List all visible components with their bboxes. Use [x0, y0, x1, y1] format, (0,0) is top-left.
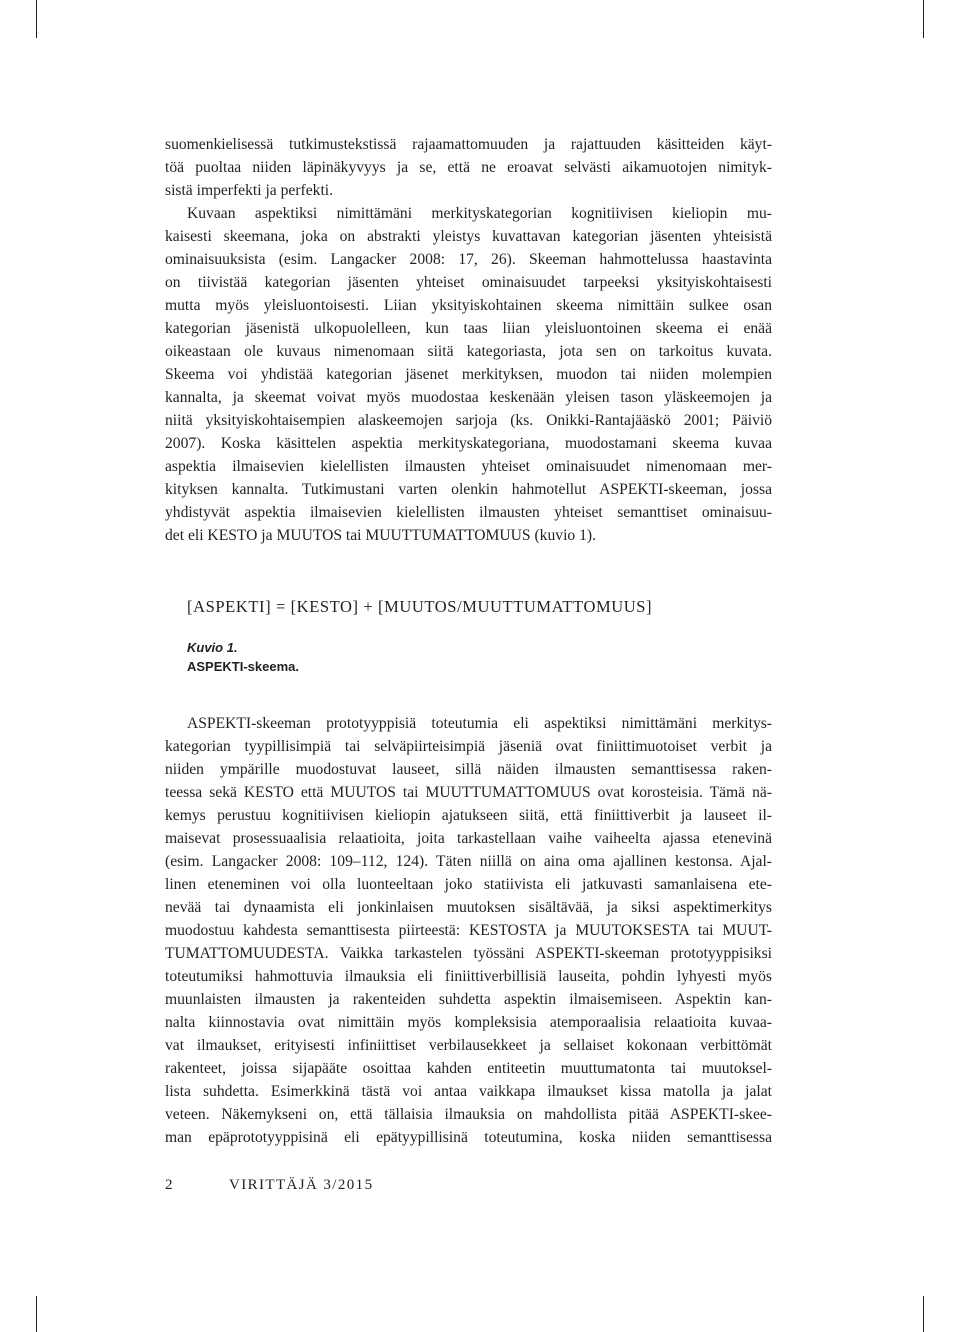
text-line: oikeastaan ole kuvaus nimenomaan siitä kategoriasta, jota sen on tarkoitus kuvata.: [165, 343, 772, 360]
text-line: suomenkielisessä tutkimustekstissä rajaamattomuuden ja rajattuuden käsitteiden käyt-: [165, 136, 772, 153]
text-line: mutta myös yleisluontoisesti. Liian yksityiskohtainen skeema nimittäin sulkee osan: [165, 297, 772, 314]
text-line: kategorian tyypillisimpiä tai selväpiirteisimpiä jäseniä ovat finiittimuotoiset verbit ja: [165, 738, 772, 755]
text-line: kaisesti skeemana, joka on abstrakti yleistys kuvattavan kategorian jäsenten yhteisistä: [165, 228, 772, 245]
text-line: nevää tai dynaamista eli jonkinlaisen muutoksen sisältävää, ja siksi aspektimerkitys: [165, 899, 772, 916]
page-number: 2: [165, 1177, 173, 1193]
text-line: linen eteneminen voi olla luonteeltaan joko statiivista eli jatkuvasti samanlaisena ete-: [165, 876, 772, 893]
text-line: maisevat prosessuaalisia relaatioita, joita tarkastellaan vaihe vaiheelta ajassa etenevinä: [165, 830, 772, 847]
journal-issue: VIRITTÄJÄ 3/2015: [229, 1177, 374, 1193]
text-line: kategorian jäsenistä ulkopuolelleen, kun taas liian yleisluontoinen skeema ei enää: [165, 320, 772, 337]
text-line: nalta kiinnostavia ovat nimittäin myös kompleksisia atemporaalisia relaatioita kuvaa-: [165, 1014, 772, 1031]
text-line: (esim. Langacker 2008: 109–112, 124). Täten niillä on aina oma ajallinen kestonsa. Ajal-: [165, 853, 772, 870]
text-line: sistä imperfekti ja perfekti.: [165, 182, 334, 199]
text-line: rakenteet, joissa sijapääte osoittaa kahden entiteetin muuttumatonta tai muutoksel-: [165, 1060, 772, 1077]
crop-mark-top-right: [923, 0, 924, 38]
crop-mark-top-left: [36, 0, 37, 38]
text-line: Skeema voi yhdistää kategorian jäsenet merkityksen, muodon tai niiden molempien: [165, 366, 772, 383]
text-line: muodostuu kahdesta semanttisesta piirteestä: KESTOSTA ja MUUTOKSESTA tai MUUT-: [165, 922, 772, 939]
text-line: niitä yksityiskohtaisempien alaskeemojen sarjoja (ks. Onikki-Rantajääskö 2001; Päiviö: [165, 412, 772, 429]
text-line: töä puoltaa niiden läpinäkyvyys ja se, että ne eroavat selvästi aikamuotojen nimityk-: [165, 159, 772, 176]
text-line: aspektia ilmaisevien kielellisten ilmausten yhteiset ominaisuudet nimenomaan mer-: [165, 458, 772, 475]
text-line: ominaisuuksista (esim. Langacker 2008: 17, 26). Skeeman hahmottelussa haastavinta: [165, 251, 772, 268]
text-line: det eli KESTO ja MUUTOS tai MUUTTUMATTOMUUS (kuvio 1).: [165, 527, 596, 544]
text-line: kannalta, ja skeemat voivat myös muodostaa keskenään yleisen tason yläskeemojen ja: [165, 389, 772, 406]
text-line: teessa sekä KESTO että MUUTOS tai MUUTTUMATTOMUUS ovat korosteisia. Tämä nä-: [165, 784, 772, 801]
text-line: 2007). Koska käsittelen aspektia merkityskategoriana, muodostamani skeema kuvaa: [165, 435, 772, 452]
text-line: Kuvaan aspektiksi nimittämäni merkityskategorian kognitiivisen kieliopin mu-: [187, 205, 772, 222]
crop-mark-bottom-right: [923, 1296, 924, 1332]
figure-caption-text: ASPEKTI-skeema.: [187, 659, 299, 674]
text-line: toteutumiksi hahmottuvia ilmauksia eli finiittiverbillisiä lauseita, pohdin lyhyesti myös: [165, 968, 772, 985]
text-line: vat ilmaukset, erityisesti infiniittiset verbilausekkeet ja sellaiset kokonaan verbittömät: [165, 1037, 772, 1054]
text-line: yhdistyvät aspektia ilmaisevien kielellisten ilmausten yhteiset semanttiset ominaisuu-: [165, 504, 772, 521]
text-line: veteen. Näkemykseni on, että tällaisia ilmauksia on mahdollista pitää ASPEKTI-skee-: [165, 1106, 772, 1123]
crop-mark-bottom-left: [36, 1296, 37, 1332]
text-line: lista suhdetta. Esimerkkinä tästä voi antaa vaikkapa ilmaukset kissa matolla ja jalat: [165, 1083, 772, 1100]
figure-caption-label: Kuvio 1.: [187, 640, 238, 655]
text-line: TUMATTOMUUDESTA. Vaikka tarkastelen työssäni ASPEKTI-skeeman prototyyppisiksi: [165, 945, 772, 962]
text-line: niiden ympärille muodostuvat lauseet, sillä näiden ilmausten semanttisessa raken-: [165, 761, 772, 778]
aspekti-schema-formula: [ASPEKTI] = [KESTO] + [MUUTOS/MUUTTUMATTOMUUS]: [187, 597, 653, 616]
text-line: ASPEKTI-skeeman prototyyppisiä toteutumia eli aspektiksi nimittämäni merkitys-: [187, 715, 772, 732]
text-line: on tiivistää kategorian jäsenten yhteiset ominaisuudet tarpeeksi yksityiskohtaisesti: [165, 274, 772, 291]
text-line: kityksen kannalta. Tutkimustani varten olenkin hahmotellut ASPEKTI-skeeman, jossa: [165, 481, 772, 498]
text-line: muunlaisten ilmausten ja rakenteiden suhdetta aspektin ilmaisemiseen. Aspektin kan-: [165, 991, 772, 1008]
text-line: man epäprototyyppisinä eli epätyypillisinä toteutumina, koska niiden semanttisessa: [165, 1129, 772, 1146]
text-line: kemys perustuu kognitiivisen kieliopin ajatukseen siitä, että finiittiverbit ja lauseet il-: [165, 807, 772, 824]
